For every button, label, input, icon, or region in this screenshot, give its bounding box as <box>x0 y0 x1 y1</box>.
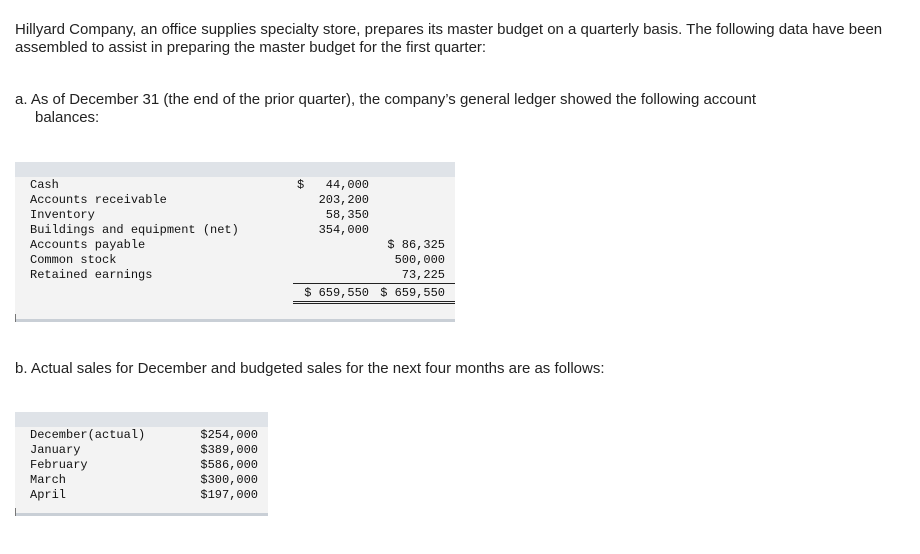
balances-table-footer <box>15 319 455 322</box>
sales-month: January <box>30 443 81 457</box>
account-label: Cash <box>30 178 59 192</box>
total-double-underline-top <box>293 301 455 302</box>
credit-amount: 73,225 <box>401 268 445 282</box>
account-label: Buildings and equipment (net) <box>30 223 239 237</box>
sales-month: February <box>30 458 88 472</box>
part-a-line2: balances: <box>35 109 100 126</box>
part-a-text <box>15 91 895 127</box>
sales-amount: $300,000 <box>200 473 258 487</box>
sales-amount: $586,000 <box>200 458 258 472</box>
part-a-line1: a. As of December 31 (the end of the prior quarter), the company’s general ledger showed the following account <box>15 91 756 108</box>
balances-table <box>15 162 455 322</box>
debit-amount: 354,000 <box>318 223 369 237</box>
sales-amount: $197,000 <box>200 488 258 502</box>
account-label: Accounts receivable <box>30 193 167 207</box>
sales-amount: $389,000 <box>200 443 258 457</box>
account-label: Retained earnings <box>30 268 153 282</box>
total-underline <box>293 283 455 284</box>
balances-table-header <box>15 162 455 177</box>
intro-paragraph: Hillyard Company, an office supplies specialty store, prepares its master budget on a quarterly basis. The following data have been assembled to assist in preparing the master budget for the first quarter: <box>15 21 883 56</box>
sales-amount: $254,000 <box>200 428 258 442</box>
total-double-underline-bottom <box>293 303 455 304</box>
sales-month: April <box>30 488 67 502</box>
total-credit: $ 659,550 <box>380 286 445 300</box>
debit-amount: 58,350 <box>325 208 369 222</box>
sales-month: December(actual) <box>30 428 146 442</box>
account-label: Inventory <box>30 208 95 222</box>
debit-amount: $ 44,000 <box>296 178 369 192</box>
sales-month: March <box>30 473 67 487</box>
part-b-text: b. Actual sales for December and budgeted sales for the next four months are as follows: <box>15 360 605 377</box>
account-label: Common stock <box>30 253 117 267</box>
account-label: Accounts payable <box>30 238 146 252</box>
total-debit: $ 659,550 <box>304 286 369 300</box>
credit-amount: 500,000 <box>394 253 445 267</box>
sales-table-header <box>15 412 268 427</box>
debit-amount: 203,200 <box>318 193 369 207</box>
sales-table <box>15 412 268 516</box>
credit-amount: $ 86,325 <box>387 238 445 252</box>
sales-table-footer <box>15 513 268 516</box>
